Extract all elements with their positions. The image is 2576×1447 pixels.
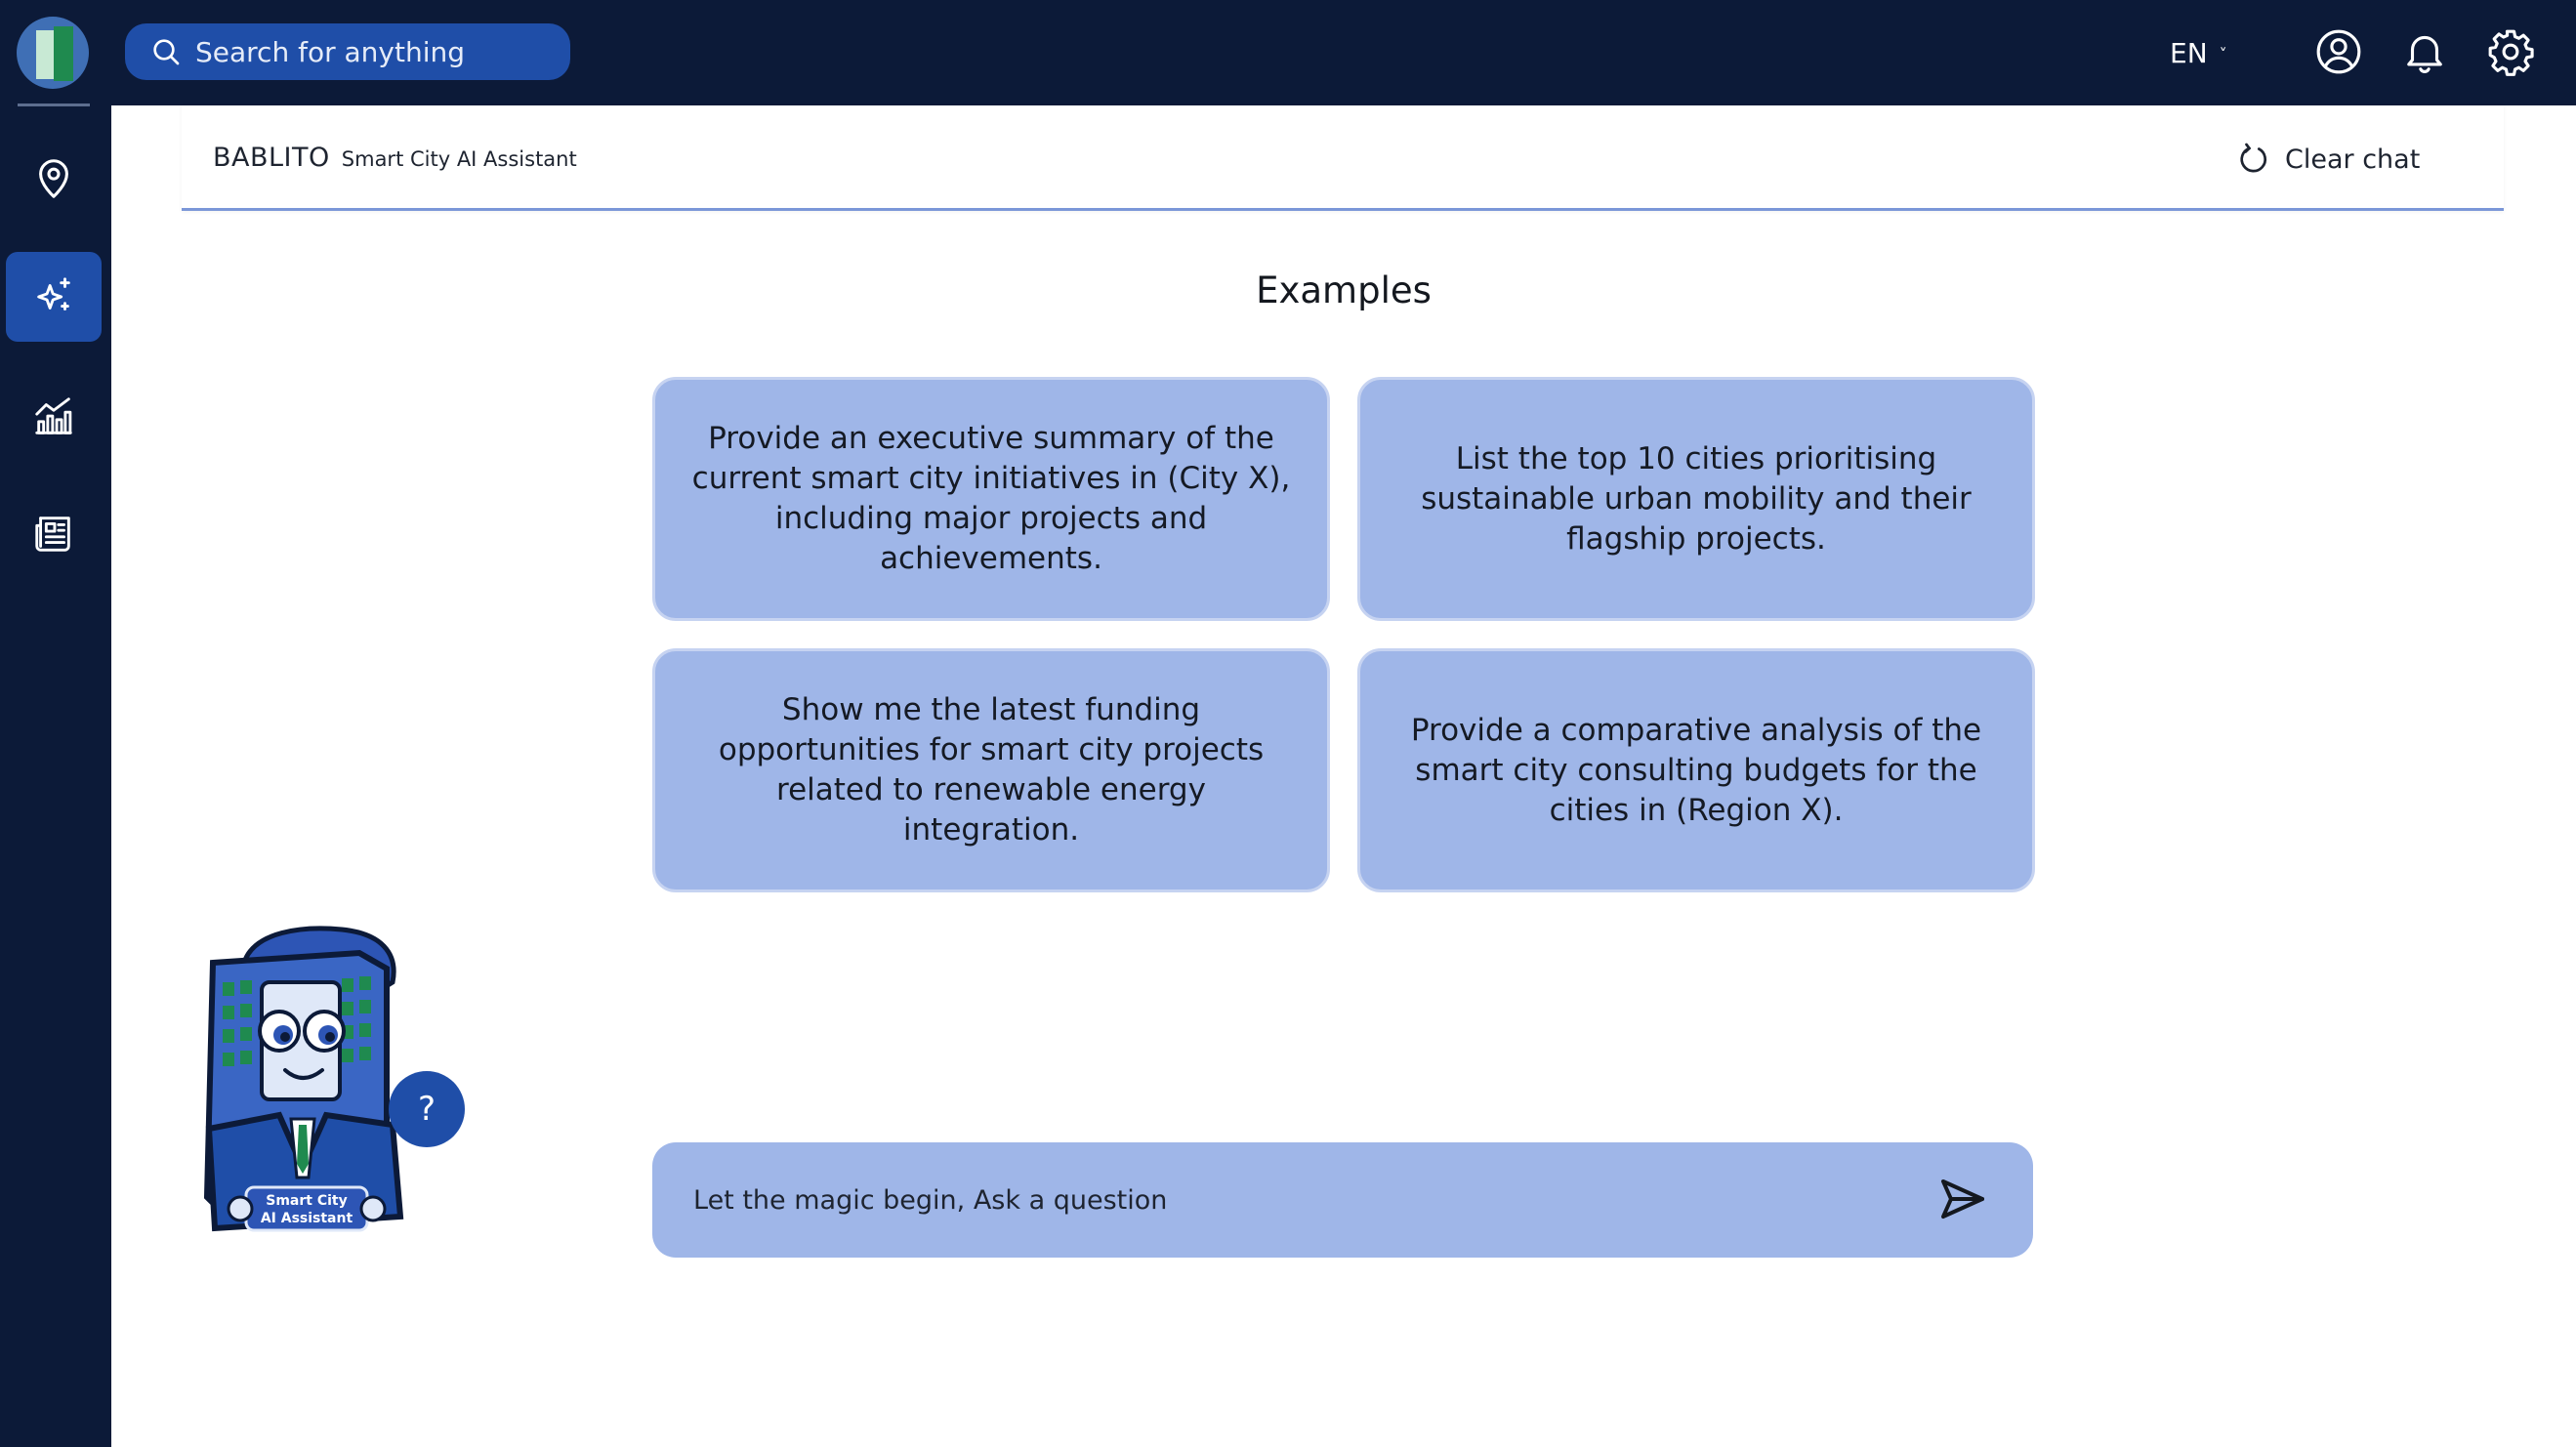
analytics-chart-icon — [31, 393, 76, 438]
language-label: EN — [2170, 36, 2208, 69]
example-card-3[interactable] — [652, 648, 1330, 892]
assistant-subtitle: Smart City AI Assistant — [341, 147, 577, 171]
example-card-4[interactable] — [1357, 648, 2035, 892]
example-card-text: List the top 10 cities prioritising sustainable urban mobility and their flagship projects. — [1421, 440, 1972, 557]
clear-chat-button[interactable] — [2236, 137, 2420, 182]
example-card-text: Provide an executive summary of the current smart city initiatives in (City X), including major projects and achievements. — [691, 421, 1291, 576]
gear-icon — [2486, 27, 2535, 76]
notifications-button[interactable] — [2398, 25, 2451, 78]
search-bar[interactable] — [125, 23, 570, 80]
chat-input-bar — [652, 1142, 2033, 1258]
sidebar-divider — [18, 103, 90, 106]
assistant-name: BABLITO — [213, 143, 330, 173]
example-card-text: Show me the latest funding opportunities for smart city projects related to renewable energy integration. — [718, 692, 1265, 848]
newspaper-icon — [31, 511, 76, 556]
example-card-2[interactable] — [1357, 377, 2035, 621]
sidebar-item-news[interactable] — [6, 488, 102, 578]
chevron-down-icon: ˅ — [2219, 44, 2227, 63]
question-input[interactable] — [693, 1185, 1865, 1216]
sidebar-item-map[interactable] — [6, 133, 102, 223]
mascot-illustration — [186, 924, 420, 1273]
language-selector[interactable] — [2170, 29, 2227, 76]
search-icon — [150, 36, 182, 67]
profile-button[interactable] — [2312, 25, 2365, 78]
mascot-badge-line2: AI Assistant — [260, 1211, 353, 1226]
assistant-brand — [213, 143, 577, 173]
send-icon[interactable] — [1939, 1178, 1986, 1220]
clear-chat-label: Clear chat — [2285, 144, 2421, 175]
top-bar — [111, 0, 2576, 105]
settings-button[interactable] — [2484, 25, 2537, 78]
user-circle-icon — [2314, 27, 2363, 76]
search-input[interactable] — [195, 36, 547, 68]
app-logo[interactable] — [17, 17, 89, 89]
refresh-icon — [2236, 142, 2271, 177]
help-label: ? — [417, 1090, 436, 1129]
examples-title: Examples — [1256, 269, 1432, 311]
example-card-1[interactable] — [652, 377, 1330, 621]
example-card-text: Provide a comparative analysis of the smart city consulting budgets for the cities in (Region X). — [1410, 712, 1982, 828]
chat-header — [182, 105, 2504, 211]
bell-icon — [2400, 27, 2449, 76]
mascot-badge-line1: Smart City — [266, 1193, 348, 1209]
sidebar-item-analytics[interactable] — [6, 371, 102, 461]
help-button[interactable] — [389, 1071, 465, 1147]
map-pin-icon — [31, 155, 76, 200]
sidebar — [0, 0, 111, 1447]
